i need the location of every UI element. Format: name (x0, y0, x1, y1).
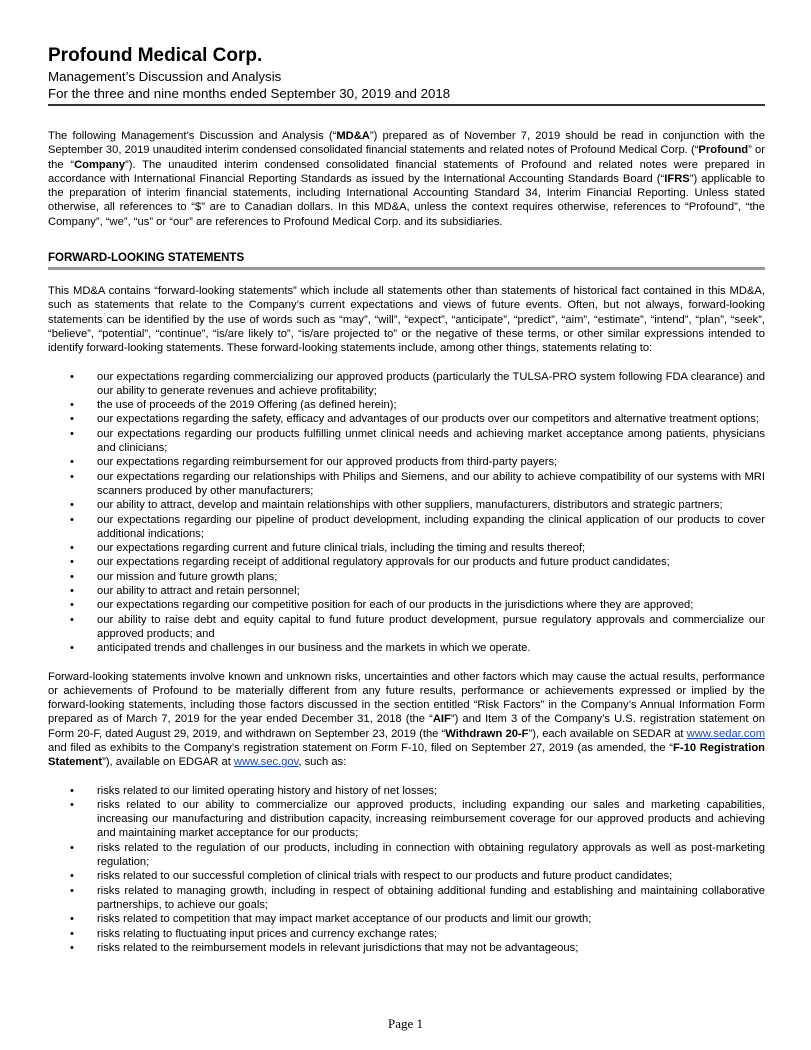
list-item (48, 470, 765, 499)
list-item-text: our expectations regarding receipt of additional regulatory approvals for our products and future product candidates; (97, 556, 670, 569)
bullet-icon: • (70, 642, 74, 655)
list-item (48, 398, 765, 412)
list-item-text: our expectations regarding our competitive position for each of our products in the jurisdictions where they are approved; (97, 599, 694, 612)
list-item-text: risks related to our limited operating history and history of net losses; (97, 784, 438, 797)
list-item-text: our expectations regarding our relationships with Philips and Siemens, and our ability to achieve compatibility of our systems with MRI scanners produced by other manufacturers; (97, 470, 765, 497)
list-item-text: risks related to the regulation of our products, including in connection with obtaining regulatory approvals as well as post-marketing regulation; (97, 841, 765, 869)
list-item-text: our ability to raise debt and equity capital to fund future product development, pursue regulatory approvals and commercialize our approved products; and (97, 613, 765, 640)
list-item-text: our ability to attract, develop and maintain relationships with other suppliers, manufacturers, distributors and strategic partners; (97, 499, 723, 512)
bullet-icon: • (70, 884, 74, 897)
bullet-icon: • (70, 413, 74, 426)
reporting-period: For the three and nine months ended September 30, 2019 and 2018 (48, 86, 451, 101)
intro-text: ”). The unaudited interim condensed consolidated financial statements of Profound and related notes were prepared in accordance with International Financial Reporting Standards as issued by the International Accounting Standards Board (“ (48, 158, 765, 185)
sec-link[interactable]: www.sec.gov (233, 756, 299, 769)
section-heading-forward-looking: FORWARD-LOOKING STATEMENTS (48, 252, 245, 265)
list-item-text: our expectations regarding the safety, efficacy and advantages of our products over our competitors and alternative treatment options; (97, 413, 759, 426)
list-item (48, 455, 765, 469)
intro-paragraph (48, 129, 765, 229)
list-item-text: our ability to attract and retain personnel; (97, 585, 300, 598)
term-aif: AIF (432, 713, 451, 726)
risk-factors-paragraph (48, 670, 765, 770)
term-f10-registration: F-10 Registration Statement (48, 741, 765, 769)
list-item (48, 427, 765, 456)
bullet-icon: • (70, 941, 74, 954)
bullet-icon: • (70, 513, 74, 526)
bullet-icon: • (70, 784, 74, 797)
list-item (48, 513, 765, 542)
forward-looking-list (48, 370, 765, 656)
document-title: Management’s Discussion and Analysis (48, 69, 282, 84)
list-item (48, 798, 765, 841)
bullet-icon: • (70, 370, 74, 383)
paragraph-text: ”), available on EDGAR at (102, 756, 234, 769)
bullet-icon: • (70, 913, 74, 926)
intro-text: ”) prepared as of November 7, 2019 should be read in conjunction with the September 30, 2019 unaudited interim condensed consolidated financial statements and related notes of Profound Medical Corp. (“ (48, 130, 765, 157)
list-item-text: anticipated trends and challenges in our business and the markets in which we operate. (97, 642, 531, 655)
term-ifrs: IFRS (664, 172, 690, 185)
paragraph-text: ”) and Item 3 of the Company’s U.S. registration statement on Form 20-F, dated August 29, 2019, and withdrawn on September 23, 2019 (the “ (48, 713, 765, 740)
list-item (48, 841, 765, 870)
list-item-text: our expectations regarding reimbursement for our approved products from third-party payers; (97, 456, 558, 469)
list-item (48, 584, 765, 598)
list-item (48, 869, 765, 883)
list-item (48, 598, 765, 612)
list-item (48, 613, 765, 642)
list-item (48, 570, 765, 584)
bullet-icon: • (70, 870, 74, 883)
bullet-icon: • (70, 599, 74, 612)
term-withdrawn-20f: Withdrawn 20-F (445, 727, 529, 740)
list-item-text: risks related to competition that may impact market acceptance of our products and limit our growth; (97, 913, 592, 926)
list-item-text: risks related to our ability to commercialize our approved products, including expanding our sales and marketing capabilities, increasing our manufacturing and distribution capacity, increasing reimbursement coverage for our approved products and achieving and maintaining market acceptance for our products; (97, 798, 765, 840)
sedar-link[interactable]: www.sedar.com (686, 727, 766, 740)
paragraph-text: , such as: (298, 756, 347, 769)
term-profound: Profound (698, 144, 749, 157)
list-item (48, 784, 765, 798)
list-item (48, 412, 765, 426)
header-divider (48, 104, 765, 106)
bullet-icon: • (70, 542, 74, 555)
list-item-text: risks related to the reimbursement models in relevant jurisdictions that may not be advantageous; (97, 941, 579, 954)
list-item-text: risks related to managing growth, including in respect of obtaining additional funding and establishing and maintaining collaborative partnerships, to achieve our goals; (97, 884, 765, 911)
bullet-icon: • (70, 470, 74, 483)
term-company: Company (74, 158, 126, 171)
section-divider (48, 267, 765, 270)
list-item-text: risks relating to fluctuating input prices and currency exchange rates; (97, 927, 438, 940)
list-item-text: our mission and future growth plans; (97, 570, 278, 583)
list-item (48, 884, 765, 913)
list-item-text: the use of proceeds of the 2019 Offering (as defined herein); (97, 399, 397, 412)
list-item-text: our expectations regarding commercializing our approved products (particularly the TULSA-PRO system following FDA clearance) and our ability to generate revenues and achieve profitability; (97, 370, 765, 397)
bullet-icon: • (70, 427, 74, 440)
bullet-icon: • (70, 456, 74, 469)
list-item (48, 541, 765, 555)
fls-intro-paragraph: This MD&A contains “forward-looking statements” which include all statements other than statements of historical fact contained in this MD&A, such as statements that relate to the Company’s current expectations and views of future events. Often, but not always, forward-looking statements can be identified by the use of words such as “may”, “will”, “expect”, “anticipate”, “predict”, “aim”, “estimate”, “intend”, “plan”, “seek”, “believe”, “potential”, “continue”, “is/are likely to”, “is/are projected to” or the negative of these terms, or other similar expressions intended to identify forward-looking statements. These forward-looking statements include, among other things, statements relating to: (48, 285, 765, 355)
intro-text: The following Management’s Discussion and Analysis (“ (48, 130, 337, 142)
paragraph-text: ”), each available on SEDAR at (528, 727, 687, 740)
document-body (48, 129, 765, 955)
risks-list (48, 784, 765, 956)
bullet-icon: • (70, 841, 74, 854)
bullet-icon: • (70, 499, 74, 512)
intro-text: ” or the “ (48, 144, 765, 171)
list-item-text: our expectations regarding our pipeline of product development, including expanding the clinical application of our products to cover additional indications; (97, 513, 765, 540)
intro-text: ”) applicable to the preparation of interim financial statements, including International Accounting Standard 34, Interim Financial Reporting. Unless stated otherwise, all references to “$” are to Canadian dollars. In this MD&A, unless the context requires otherwise, references to “Profound”, “the Company”, “we”, “us” or “our” are references to Profound Medical Corp. and its subsidiaries. (48, 172, 765, 228)
list-item-text: risks related to our successful completion of clinical trials with respect to our products and future product candidates; (97, 870, 673, 883)
list-item-text: our expectations regarding our products fulfilling unmet clinical needs and achieving market acceptance among patients, physicians and clinicians; (97, 427, 765, 455)
list-item (48, 370, 765, 399)
bullet-icon: • (70, 585, 74, 598)
bullet-icon: • (70, 556, 74, 569)
list-item (48, 941, 765, 955)
document-header (48, 44, 765, 102)
list-item (48, 641, 765, 655)
term-mda: MD&A (336, 130, 370, 142)
bullet-icon: • (70, 927, 74, 940)
bullet-icon: • (70, 399, 74, 412)
list-item (48, 498, 765, 512)
bullet-icon: • (70, 798, 74, 811)
company-name: Profound Medical Corp. (48, 45, 263, 66)
paragraph-text: Forward-looking statements involve known and unknown risks, uncertainties and other factors which may cause the actual results, performance or achievements of Profound to be materially different from any future results, performance or achievements expressed or implied by the forward-looking statements, including those factors discussed in the section entitled “Risk Factors” in the Company’s Annual Information Form prepared as of March 7, 2019 for the year ended December 31, 2018 (the “ (48, 670, 765, 726)
list-item (48, 927, 765, 941)
list-item (48, 555, 765, 569)
page-number: Page 1 (387, 1016, 424, 1031)
bullet-icon: • (70, 570, 74, 583)
list-item (48, 912, 765, 926)
bullet-icon: • (70, 613, 74, 626)
paragraph-text: and filed as exhibits to the Company’s registration statement on Form F-10, filed on September 27, 2019 (as amended, the “ (48, 741, 674, 754)
list-item-text: our expectations regarding current and future clinical trials, including the timing and results thereof; (97, 542, 586, 555)
